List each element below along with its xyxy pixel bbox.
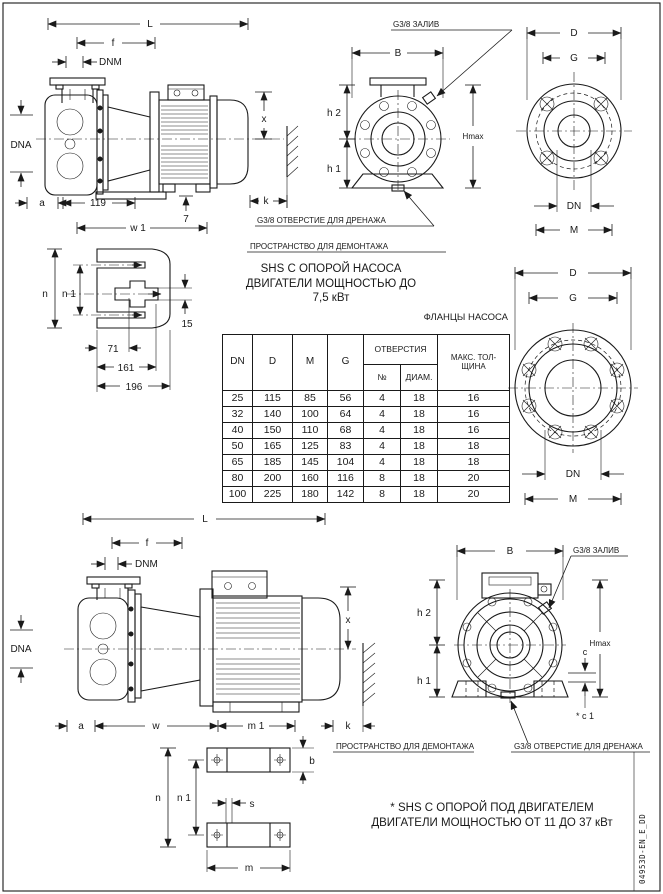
pump-flange-table	[222, 334, 510, 503]
table-cell: 116	[328, 471, 364, 487]
table-row	[223, 471, 510, 487]
dim-label-c1: * c 1	[575, 711, 595, 721]
dim-label-M-small: M	[569, 225, 579, 236]
table-cell: 80	[223, 471, 253, 487]
table-cell: 64	[328, 407, 364, 423]
table-cell: 85	[293, 391, 328, 407]
dim-label-k: k	[263, 196, 269, 207]
table-cell: 68	[328, 423, 364, 439]
caption-pump-support-line2: ДВИГАТЕЛИ МОЩНОСТЬЮ ДО	[245, 277, 417, 290]
wall-hatch-bottom	[363, 643, 375, 732]
dims-top-side	[10, 18, 287, 234]
caption-pump-support	[238, 262, 424, 306]
dim-label-15: 15	[181, 319, 193, 330]
table-cell: 83	[328, 439, 364, 455]
table-cell: 16	[438, 391, 510, 407]
dim-label-7: 7	[183, 214, 189, 225]
table-cell: 18	[401, 455, 438, 471]
bottom-side-view-drawing	[10, 513, 475, 752]
table-cell: 142	[328, 487, 364, 503]
caption-pump-support-line3: 7,5 кВт	[312, 292, 350, 305]
caption-motor-support	[352, 801, 632, 830]
table-cell: 18	[401, 471, 438, 487]
dim-label-L-bottom: L	[202, 514, 208, 525]
col-header-hole-diam: ДИАМ.	[401, 365, 438, 391]
dim-label-B-bottom: B	[506, 546, 514, 557]
table-cell: 18	[401, 407, 438, 423]
dim-label-c: c	[582, 647, 588, 657]
table-cell: 65	[223, 455, 253, 471]
table-cell: 180	[293, 487, 328, 503]
dim-label-k-bottom: k	[345, 721, 351, 732]
table-cell: 18	[401, 391, 438, 407]
dim-label-a-bottom: a	[78, 721, 84, 732]
dim-label-Hmax: Hmax	[462, 132, 484, 141]
caption-pump-support-line1: SHS С ОПОРОЙ НАСОСА	[260, 263, 402, 275]
callout-dismantle-bottom: ПРОСТРАНСТВО ДЛЯ ДЕМОНТАЖА	[336, 742, 475, 751]
dims-bottom-side	[10, 513, 375, 732]
support-bracket-top-drawing	[42, 249, 193, 393]
col-header-d: D	[253, 335, 293, 391]
callout-drain-bottom: G3/8 ОТВЕРСТИЕ ДЛЯ ДРЕНАЖА	[514, 742, 643, 751]
table-cell: 18	[401, 439, 438, 455]
table-cell: 18	[438, 455, 510, 471]
bottom-front-view-drawing	[417, 545, 650, 752]
callout-drain-top: G3/8 ОТВЕРСТИЕ ДЛЯ ДРЕНАЖА	[257, 216, 386, 225]
table-cell: 185	[253, 455, 293, 471]
dims-bracket-bottom	[160, 736, 314, 872]
motor-fins-bottom	[216, 603, 300, 694]
dim-label-f-bottom: f	[145, 538, 149, 549]
top-side-view-drawing	[10, 18, 298, 234]
dim-label-m: m	[244, 863, 254, 874]
table-cell: 40	[223, 423, 253, 439]
dim-label-D-large: D	[569, 268, 577, 279]
support-rails-bottom-drawing	[155, 736, 315, 874]
flange-view-4-hole	[516, 27, 632, 236]
table-cell: 100	[293, 407, 328, 423]
table-cell: 4	[364, 439, 401, 455]
table-cell: 104	[328, 455, 364, 471]
table-header-row-1	[223, 335, 510, 365]
table-cell: 140	[253, 407, 293, 423]
table-cell: 20	[438, 471, 510, 487]
table-cell: 18	[401, 487, 438, 503]
table-cell: 160	[293, 471, 328, 487]
table-cell: 125	[293, 439, 328, 455]
table-cell: 115	[253, 391, 293, 407]
table-cell: 32	[223, 407, 253, 423]
table-cell: 165	[253, 439, 293, 455]
callout-dismantle-top: ПРОСТРАНСТВО ДЛЯ ДЕМОНТАЖА	[250, 242, 389, 251]
table-row	[223, 487, 510, 503]
dim-label-DNM: DNM	[99, 57, 122, 68]
motor-fins-top	[161, 106, 208, 178]
col-header-max-thickness: МАКС. ТОЛ-ЩИНА	[438, 335, 510, 391]
dim-label-a: a	[39, 198, 45, 209]
dim-label-DN-small: DN	[566, 201, 582, 212]
dim-label-n-bottom: n	[155, 793, 161, 804]
table-cell: 8	[364, 471, 401, 487]
caption-motor-support-line1: * SHS С ОПОРОЙ ПОД ДВИГАТЕЛЕМ	[390, 802, 594, 814]
dim-label-f: f	[111, 38, 115, 49]
table-cell: 4	[364, 391, 401, 407]
table-row	[223, 391, 510, 407]
dim-label-B: B	[394, 48, 402, 59]
col-header-dn: DN	[223, 335, 253, 391]
table-cell: 225	[253, 487, 293, 503]
fill-plug-bottom	[539, 602, 552, 614]
dim-label-161: 161	[117, 363, 135, 374]
rail-bolt-marks-bottom	[211, 829, 286, 841]
table-row	[223, 423, 510, 439]
dim-label-G-small: G	[570, 53, 578, 64]
table-cell: 100	[223, 487, 253, 503]
fill-plug-top	[423, 92, 436, 104]
dim-label-DNA: DNA	[10, 140, 32, 151]
table-cell: 200	[253, 471, 293, 487]
table-row	[223, 439, 510, 455]
table-cell: 56	[328, 391, 364, 407]
dim-label-h2-bottom: h 2	[417, 608, 431, 619]
table-cell: 25	[223, 391, 253, 407]
dim-label-DN-large: DN	[565, 469, 581, 480]
callout-fill-top: G3/8 ЗАЛИВ	[393, 20, 440, 29]
dim-label-b: b	[309, 756, 315, 767]
dim-label-w: w	[152, 721, 160, 732]
col-header-g: G	[328, 335, 364, 391]
flange-table-title: ФЛАНЦЫ НАСОСА	[423, 312, 508, 323]
table-row	[223, 455, 510, 471]
dim-label-Hmax-bottom: Hmax	[589, 639, 611, 648]
dim-label-x-bottom: x	[345, 615, 351, 626]
dim-label-196: 196	[125, 382, 143, 393]
dim-label-n1-bottom: n 1	[177, 793, 191, 804]
dim-label-71: 71	[107, 344, 119, 355]
table-cell: 145	[293, 455, 328, 471]
table-row	[223, 407, 510, 423]
dim-label-G-large: G	[569, 293, 577, 304]
dim-label-D-small: D	[570, 28, 578, 39]
table-cell: 4	[364, 423, 401, 439]
table-cell: 18	[438, 439, 510, 455]
table-cell: 8	[364, 487, 401, 503]
callout-fill-bottom: G3/8 ЗАЛИВ	[573, 546, 620, 555]
dim-label-119: 119	[90, 198, 106, 209]
dim-label-L: L	[147, 19, 153, 30]
dim-label-h1-bottom: h 1	[417, 676, 431, 687]
dim-label-DNM-bottom: DNM	[135, 559, 158, 570]
table-cell: 4	[364, 455, 401, 471]
dim-label-h1: h 1	[327, 164, 341, 175]
dim-label-n-top: n	[42, 289, 48, 300]
dim-label-h2: h 2	[327, 108, 341, 119]
callouts-bottom-front	[511, 556, 650, 752]
table-cell: 18	[401, 423, 438, 439]
table-cell: 16	[438, 423, 510, 439]
col-header-m: M	[293, 335, 328, 391]
flange-view-8-hole	[508, 267, 638, 505]
document-code: 04953D-EN_E_DD	[638, 813, 647, 884]
dim-label-n1-top: n 1	[62, 289, 76, 300]
col-header-holes: ОТВЕРСТИЯ	[364, 335, 438, 365]
dim-label-DNA-bottom: DNA	[10, 644, 32, 655]
caption-motor-support-line2: ДВИГАТЕЛИ МОЩНОСТЬЮ ОТ 11 ДО 37 кВт	[371, 816, 613, 829]
table-cell: 16	[438, 407, 510, 423]
dim-label-w1: w 1	[130, 223, 146, 234]
dim-label-s: s	[249, 799, 255, 810]
table-cell: 20	[438, 487, 510, 503]
dim-label-x: x	[261, 114, 267, 125]
col-header-hole-count: №	[364, 365, 401, 391]
table-cell: 110	[293, 423, 328, 439]
rail-bolt-marks-top	[211, 754, 286, 766]
dim-label-m1: m 1	[247, 721, 265, 732]
table-cell: 4	[364, 407, 401, 423]
dim-label-M-large: M	[568, 494, 578, 505]
table-cell: 50	[223, 439, 253, 455]
table-cell: 150	[253, 423, 293, 439]
wall-hatch-top	[287, 126, 298, 208]
flange-holes-8	[522, 337, 624, 439]
